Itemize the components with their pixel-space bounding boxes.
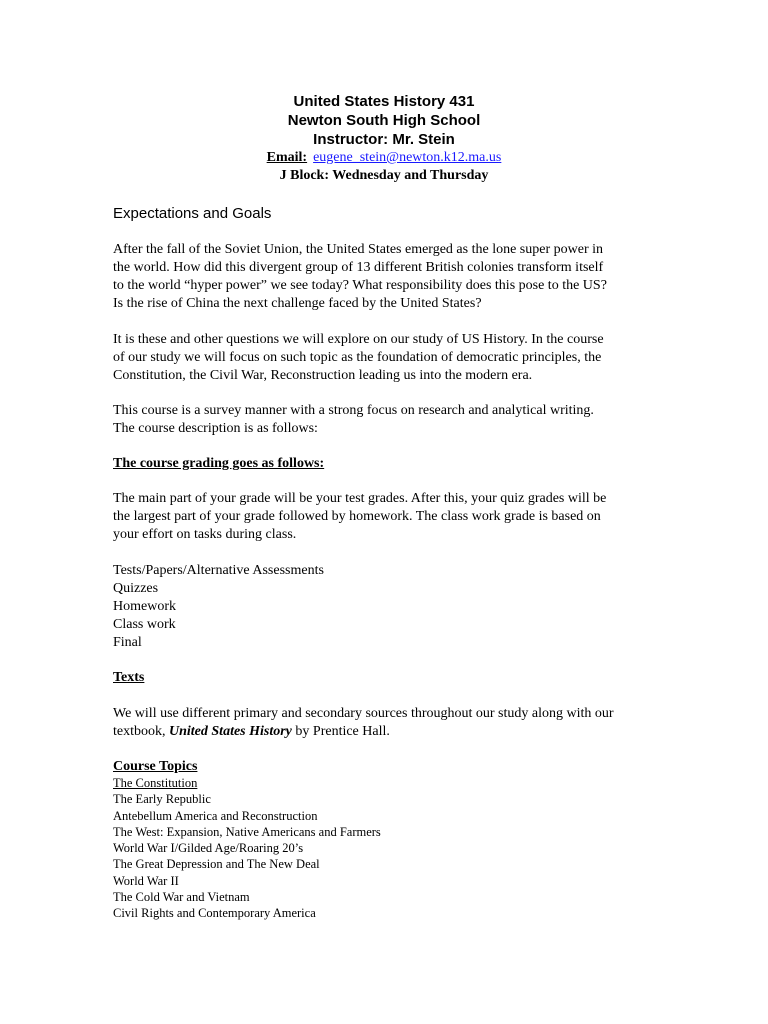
text-line: After the fall of the Soviet Union, the United States emerged as the lone super power in — [113, 242, 603, 257]
grading-heading: The course grading goes as follows: — [113, 456, 325, 471]
text-line: Is the rise of China the next challenge faced by the United States? — [113, 296, 482, 311]
grading-paragraph — [113, 490, 663, 544]
course-topics-list — [113, 775, 381, 922]
text-line: Constitution, the Civil War, Reconstruction leading us into the modern era. — [113, 368, 533, 383]
expectations-paragraph-2 — [113, 331, 663, 385]
list-item: Antebellum America and Reconstruction — [113, 808, 318, 823]
text-fragment: textbook, — [113, 724, 169, 739]
list-item: Class work — [113, 617, 176, 632]
list-item: World War I/Gilded Age/Roaring 20’s — [113, 841, 304, 856]
list-item: The Constitution — [113, 776, 198, 790]
list-item: Civil Rights and Contemporary America — [113, 906, 316, 921]
text-line — [113, 723, 663, 741]
text-line: The course description is as follows: — [113, 421, 318, 436]
instructor-name: Instructor: Mr. Stein — [313, 131, 455, 148]
email-label: Email: — [266, 150, 308, 165]
list-item: The Cold War and Vietnam — [113, 890, 250, 905]
list-item: The West: Expansion, Native Americans and Farmers — [113, 824, 381, 839]
grading-list — [113, 562, 324, 652]
email-link[interactable]: eugene_stein@newton.k12.ma.us — [313, 150, 502, 165]
list-item: World War II — [113, 873, 179, 888]
email-line — [0, 149, 768, 167]
list-item: Homework — [113, 599, 176, 614]
text-line: This course is a survey manner with a strong focus on research and analytical writing. — [113, 403, 594, 418]
expectations-paragraph-1 — [113, 241, 663, 313]
text-line: the world. How did this divergent group of 13 different British colonies transform itself — [113, 260, 604, 275]
text-line: The main part of your grade will be your test grades. After this, your quiz grades will be — [113, 491, 607, 506]
text-line: your effort on tasks during class. — [113, 527, 297, 542]
list-item: Tests/Papers/Alternative Assessments — [113, 563, 324, 578]
texts-heading: Texts — [113, 670, 145, 685]
text-line: to the world “hyper power” we see today? What responsibility does this pose to the US? — [113, 278, 607, 293]
class-block: J Block: Wednesday and Thursday — [279, 168, 489, 183]
textbook-title: United States History — [169, 724, 292, 739]
expectations-heading: Expectations and Goals — [113, 205, 272, 222]
school-name: Newton South High School — [287, 112, 481, 129]
texts-paragraph — [113, 705, 663, 741]
list-item: Quizzes — [113, 581, 159, 596]
text-line: It is these and other questions we will explore on our study of US History. In the course — [113, 332, 604, 347]
list-item: The Great Depression and The New Deal — [113, 857, 320, 872]
list-item: The Early Republic — [113, 792, 211, 807]
text-line: of our study we will focus on such topic as the foundation of democratic principles, the — [113, 350, 602, 365]
document-header — [0, 92, 768, 185]
course-topics-heading: Course Topics — [113, 759, 198, 774]
text-fragment: by Prentice Hall. — [291, 724, 390, 739]
course-title: United States History 431 — [293, 93, 475, 110]
list-item: Final — [113, 635, 142, 650]
text-line: We will use different primary and secondary sources throughout our study along with our — [113, 706, 614, 721]
text-line: the largest part of your grade followed by homework. The class work grade is based on — [113, 509, 601, 524]
expectations-paragraph-3 — [113, 402, 663, 438]
